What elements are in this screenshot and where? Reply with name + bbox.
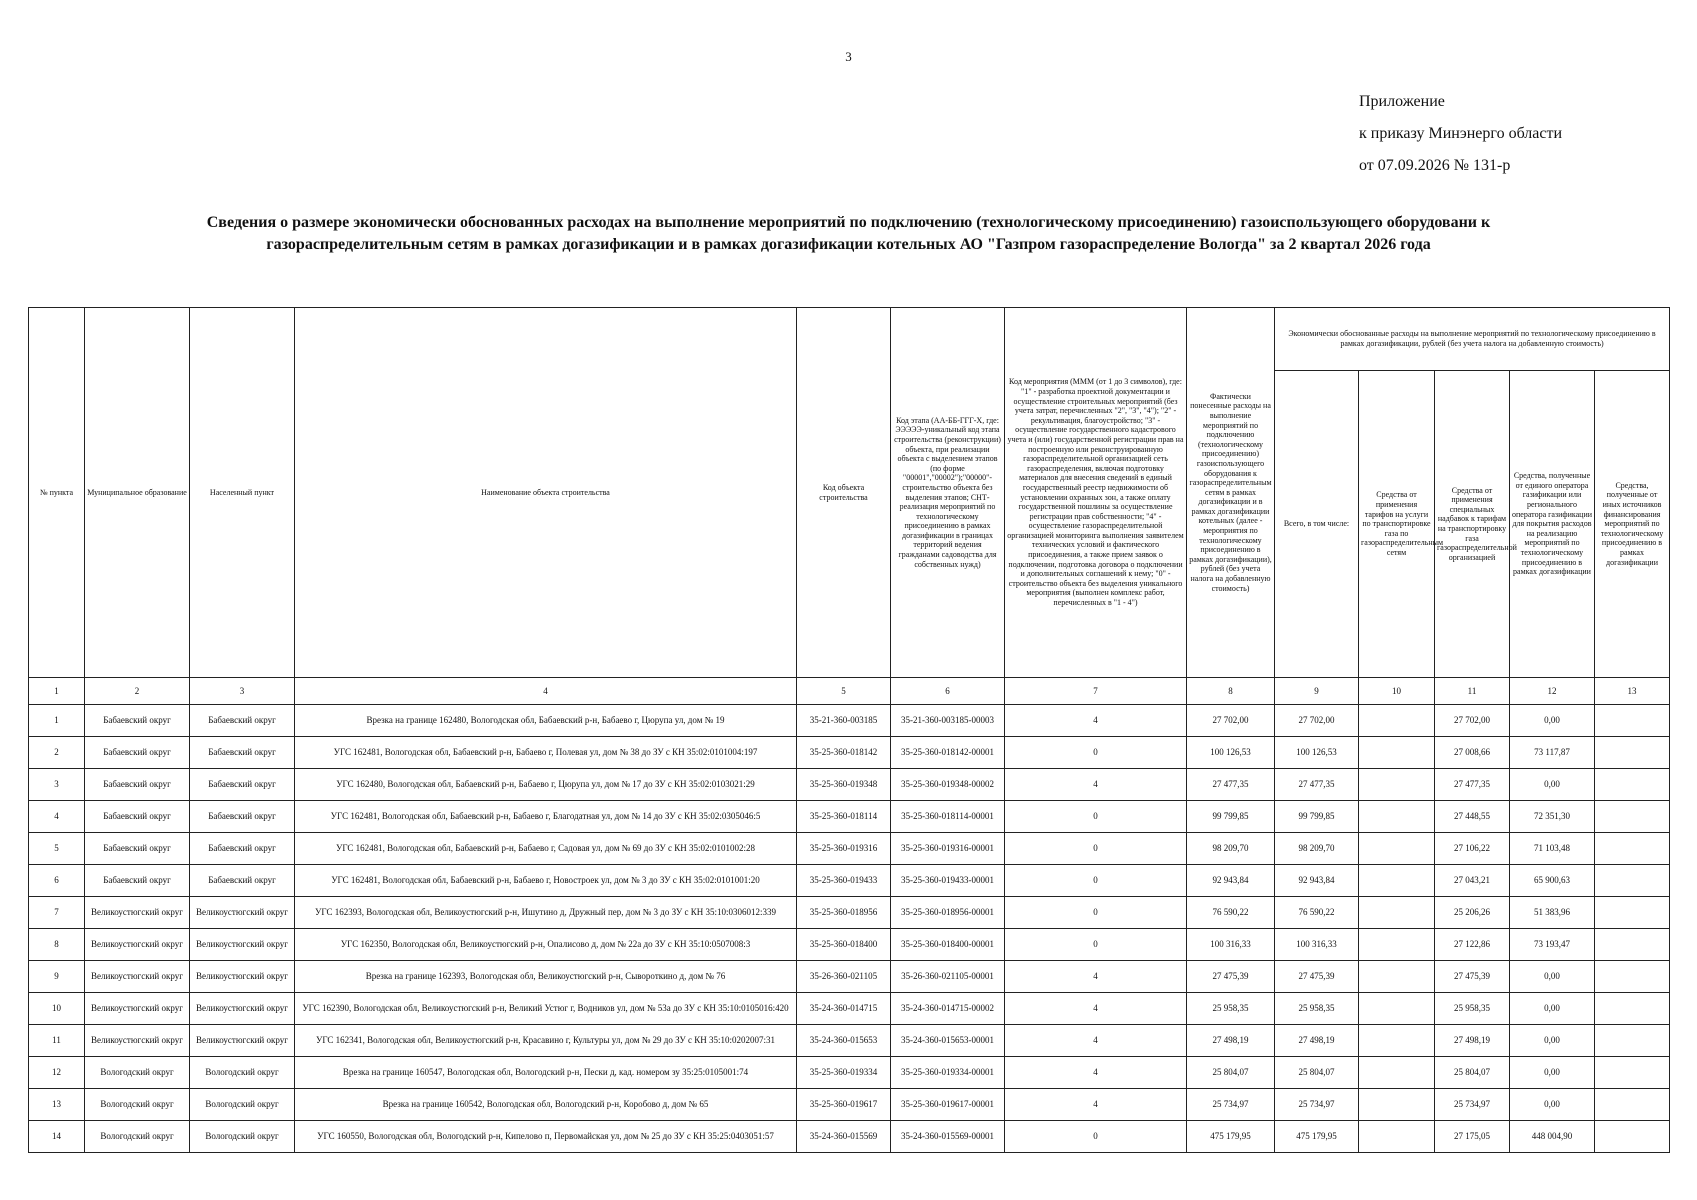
total-cell: 98 209,70 (1275, 833, 1359, 865)
appendix-block (1359, 86, 1562, 182)
header-cell: Средства, полученные от единого оператора газификации или регионального оператора газификации для покрытия расходов на реализацию мероприятий по технологическому присоединению в рамках догазификации (1510, 371, 1595, 678)
object-name-cell: УГС 162480, Вологодская обл, Бабаевский р-н, Бабаево г, Цюрупа ул, дом № 17 до ЗУ с КН 35:02:0103021:29 (295, 769, 797, 801)
activity-code-cell: 4 (1005, 1089, 1187, 1121)
header-cell: Средства от применения специальных надбавок к тарифам на транспортировку газа газораспределительной организацией (1435, 371, 1510, 678)
settlement-cell: Бабаевский округ (190, 801, 295, 833)
municipality-cell: Великоустюгский округ (85, 961, 190, 993)
column-number-cell: 5 (797, 678, 891, 705)
object-code-cell: 35-26-360-021105 (797, 961, 891, 993)
stage-code-cell: 35-25-360-018114-00001 (891, 801, 1005, 833)
operator-funds-cell: 448 004,90 (1510, 1121, 1595, 1153)
total-cell: 76 590,22 (1275, 897, 1359, 929)
tariff-funds-cell (1359, 737, 1435, 769)
table-row (29, 1057, 1670, 1089)
total-cell: 25 958,35 (1275, 993, 1359, 1025)
row-number-cell: 4 (29, 801, 85, 833)
actual-cost-cell: 100 126,53 (1187, 737, 1275, 769)
object-code-cell: 35-24-360-015569 (797, 1121, 891, 1153)
stage-code-cell: 35-25-360-019334-00001 (891, 1057, 1005, 1089)
tariff-funds-cell (1359, 993, 1435, 1025)
appendix-line: от 07.09.2026 № 131-р (1359, 157, 1511, 174)
column-number-cell: 2 (85, 678, 190, 705)
object-code-cell: 35-25-360-018142 (797, 737, 891, 769)
tariff-funds-cell (1359, 833, 1435, 865)
actual-cost-cell: 27 498,19 (1187, 1025, 1275, 1057)
operator-funds-cell: 0,00 (1510, 705, 1595, 737)
object-code-cell: 35-25-360-018956 (797, 897, 891, 929)
municipality-cell: Бабаевский округ (85, 833, 190, 865)
operator-funds-cell: 0,00 (1510, 1025, 1595, 1057)
column-number-cell: 12 (1510, 678, 1595, 705)
row-number-cell: 6 (29, 865, 85, 897)
operator-funds-cell: 51 383,96 (1510, 897, 1595, 929)
settlement-cell: Великоустюгский округ (190, 929, 295, 961)
other-funds-cell (1595, 801, 1670, 833)
actual-cost-cell: 100 316,33 (1187, 929, 1275, 961)
other-funds-cell (1595, 1121, 1670, 1153)
table-row (29, 1089, 1670, 1121)
surcharge-funds-cell: 25 734,97 (1435, 1089, 1510, 1121)
municipality-cell: Бабаевский округ (85, 769, 190, 801)
tariff-funds-cell (1359, 801, 1435, 833)
object-name-cell: Врезка на границе 162480, Вологодская обл, Бабаевский р-н, Бабаево г, Цюрупа ул, дом № 19 (295, 705, 797, 737)
surcharge-funds-cell: 25 804,07 (1435, 1057, 1510, 1089)
header-cell: Средства, полученные от иных источников финансирования мероприятий по технологическому присоединению в рамках догазификации (1595, 371, 1670, 678)
actual-cost-cell: 475 179,95 (1187, 1121, 1275, 1153)
settlement-cell: Вологодский округ (190, 1089, 295, 1121)
actual-cost-cell: 25 804,07 (1187, 1057, 1275, 1089)
settlement-cell: Бабаевский округ (190, 769, 295, 801)
table-row (29, 865, 1670, 897)
object-name-cell: УГС 162481, Вологодская обл, Бабаевский р-н, Бабаево г, Благодатная ул, дом № 14 до ЗУ с КН 35:02:0305046:5 (295, 801, 797, 833)
object-name-cell: УГС 162481, Вологодская обл, Бабаевский р-н, Бабаево г, Полевая ул, дом № 38 до ЗУ с КН 35:02:0101004:197 (295, 737, 797, 769)
other-funds-cell (1595, 769, 1670, 801)
surcharge-funds-cell: 27 498,19 (1435, 1025, 1510, 1057)
operator-funds-cell: 0,00 (1510, 1089, 1595, 1121)
activity-code-cell: 4 (1005, 1057, 1187, 1089)
settlement-cell: Великоустюгский округ (190, 897, 295, 929)
stage-code-cell: 35-24-360-015653-00001 (891, 1025, 1005, 1057)
row-number-cell: 3 (29, 769, 85, 801)
stage-code-cell: 35-25-360-018400-00001 (891, 929, 1005, 961)
header-cell: Средства от применения тарифов на услуги по транспортировке газа по газораспределительным сетям (1359, 371, 1435, 678)
surcharge-funds-cell: 27 702,00 (1435, 705, 1510, 737)
object-code-cell: 35-24-360-015653 (797, 1025, 891, 1057)
municipality-cell: Бабаевский округ (85, 737, 190, 769)
other-funds-cell (1595, 865, 1670, 897)
object-name-cell: УГС 162390, Вологодская обл, Великоустюгский р-н, Великий Устюг г, Водников ул, дом № 53а до ЗУ с КН 35:10:0105016:420 (295, 993, 797, 1025)
object-name-cell: УГС 162341, Вологодская обл, Великоустюгский р-н, Красавино г, Культуры ул, дом № 29 до ЗУ с КН 35:10:0202007:31 (295, 1025, 797, 1057)
actual-cost-cell: 92 943,84 (1187, 865, 1275, 897)
stage-code-cell: 35-24-360-014715-00002 (891, 993, 1005, 1025)
object-name-cell: Врезка на границе 160547, Вологодская обл, Вологодский р-н, Пески д, кад. номером зу 35:25:0105001:74 (295, 1057, 797, 1089)
object-code-cell: 35-25-360-019617 (797, 1089, 891, 1121)
actual-cost-cell: 27 475,39 (1187, 961, 1275, 993)
row-number-cell: 9 (29, 961, 85, 993)
table-row (29, 897, 1670, 929)
other-funds-cell (1595, 929, 1670, 961)
other-funds-cell (1595, 897, 1670, 929)
activity-code-cell: 0 (1005, 833, 1187, 865)
stage-code-cell: 35-25-360-019617-00001 (891, 1089, 1005, 1121)
row-number-cell: 5 (29, 833, 85, 865)
total-cell: 99 799,85 (1275, 801, 1359, 833)
tariff-funds-cell (1359, 1025, 1435, 1057)
operator-funds-cell: 73 193,47 (1510, 929, 1595, 961)
actual-cost-cell: 99 799,85 (1187, 801, 1275, 833)
operator-funds-cell: 72 351,30 (1510, 801, 1595, 833)
actual-cost-cell: 25 734,97 (1187, 1089, 1275, 1121)
row-number-cell: 12 (29, 1057, 85, 1089)
actual-cost-cell: 25 958,35 (1187, 993, 1275, 1025)
other-funds-cell (1595, 1057, 1670, 1089)
settlement-cell: Бабаевский округ (190, 705, 295, 737)
settlement-cell: Великоустюгский округ (190, 961, 295, 993)
activity-code-cell: 0 (1005, 897, 1187, 929)
object-name-cell: УГС 162393, Вологодская обл, Великоустюгский р-н, Ишутино д, Дружный пер, дом № 3 до ЗУ с КН 35:10:0306012:339 (295, 897, 797, 929)
tariff-funds-cell (1359, 1057, 1435, 1089)
table-row (29, 1025, 1670, 1057)
total-cell: 27 702,00 (1275, 705, 1359, 737)
settlement-cell: Бабаевский округ (190, 865, 295, 897)
surcharge-funds-cell: 27 106,22 (1435, 833, 1510, 865)
other-funds-cell (1595, 1025, 1670, 1057)
column-number-cell: 11 (1435, 678, 1510, 705)
row-number-cell: 2 (29, 737, 85, 769)
other-funds-cell (1595, 833, 1670, 865)
title-line: газораспределительным сетям в рамках догазификации и в рамках догазификации котельных АО "Газпром газораспределение Вологда" за 2 квартал 2026 года (266, 236, 1431, 253)
table-row (29, 833, 1670, 865)
settlement-cell: Вологодский округ (190, 1057, 295, 1089)
object-name-cell: УГС 162481, Вологодская обл, Бабаевский р-н, Бабаево г, Садовая ул, дом № 69 до ЗУ с КН 35:02:0101002:28 (295, 833, 797, 865)
surcharge-funds-cell: 25 206,26 (1435, 897, 1510, 929)
tariff-funds-cell (1359, 1121, 1435, 1153)
table-row (29, 801, 1670, 833)
header-cell: Муниципальное образование (85, 308, 190, 678)
object-code-cell: 35-21-360-003185 (797, 705, 891, 737)
surcharge-funds-cell: 27 043,21 (1435, 865, 1510, 897)
activity-code-cell: 0 (1005, 865, 1187, 897)
row-number-cell: 13 (29, 1089, 85, 1121)
table-row (29, 929, 1670, 961)
object-name-cell: Врезка на границе 160542, Вологодская обл, Вологодский р-н, Коробово д, дом № 65 (295, 1089, 797, 1121)
surcharge-funds-cell: 25 958,35 (1435, 993, 1510, 1025)
municipality-cell: Великоустюгский округ (85, 897, 190, 929)
row-number-cell: 1 (29, 705, 85, 737)
activity-code-cell: 0 (1005, 929, 1187, 961)
actual-cost-cell: 27 477,35 (1187, 769, 1275, 801)
object-name-cell: УГС 162481, Вологодская обл, Бабаевский р-н, Бабаево г, Новостроек ул, дом № 3 до ЗУ с КН 35:02:0101001:20 (295, 865, 797, 897)
actual-cost-cell: 76 590,22 (1187, 897, 1275, 929)
document-title (80, 212, 1617, 256)
tariff-funds-cell (1359, 769, 1435, 801)
header-cell: Всего, в том числе: (1275, 371, 1359, 678)
total-cell: 27 498,19 (1275, 1025, 1359, 1057)
municipality-cell: Вологодский округ (85, 1089, 190, 1121)
operator-funds-cell: 65 900,63 (1510, 865, 1595, 897)
page-number: 3 (845, 49, 852, 64)
column-number-row (29, 678, 1670, 705)
other-funds-cell (1595, 1089, 1670, 1121)
tariff-funds-cell (1359, 929, 1435, 961)
actual-cost-cell: 98 209,70 (1187, 833, 1275, 865)
activity-code-cell: 4 (1005, 993, 1187, 1025)
tariff-funds-cell (1359, 961, 1435, 993)
column-number-cell: 4 (295, 678, 797, 705)
other-funds-cell (1595, 993, 1670, 1025)
header-group-cell: Экономически обоснованные расходы на выполнение мероприятий по технологическому присоединению в рамках догазификации, рублей (без учета налога на добавленную стоимость) (1275, 308, 1670, 371)
header-cell: № пункта (29, 308, 85, 678)
column-number-cell: 3 (190, 678, 295, 705)
stage-code-cell: 35-26-360-021105-00001 (891, 961, 1005, 993)
activity-code-cell: 0 (1005, 801, 1187, 833)
operator-funds-cell: 73 117,87 (1510, 737, 1595, 769)
municipality-cell: Великоустюгский округ (85, 929, 190, 961)
row-number-cell: 7 (29, 897, 85, 929)
settlement-cell: Великоустюгский округ (190, 1025, 295, 1057)
surcharge-funds-cell: 27 008,66 (1435, 737, 1510, 769)
header-cell: Населенный пункт (190, 308, 295, 678)
header-cell: Код объекта строительства (797, 308, 891, 678)
row-number-cell: 11 (29, 1025, 85, 1057)
total-cell: 475 179,95 (1275, 1121, 1359, 1153)
table-row (29, 961, 1670, 993)
object-code-cell: 35-25-360-019348 (797, 769, 891, 801)
appendix-line: к приказу Минэнерго области (1359, 125, 1563, 142)
object-code-cell: 35-25-360-019433 (797, 865, 891, 897)
header-cell: Фактически понесенные расходы на выполнение мероприятий по подключению (технологическому присоединению) газоиспользующего оборудования к газораспределительным сетям в рамках догазификации и в рамках догазификации котельных (далее - мероприятия по технологическому присоединению в рамках догазификации), рублей (без учета налога на добавленную стоимость) (1187, 308, 1275, 678)
column-number-cell: 7 (1005, 678, 1187, 705)
municipality-cell: Вологодский округ (85, 1121, 190, 1153)
object-name-cell: Врезка на границе 162393, Вологодская обл, Великоустюгский р-н, Сывороткино д, дом № 76 (295, 961, 797, 993)
activity-code-cell: 4 (1005, 705, 1187, 737)
actual-cost-cell: 27 702,00 (1187, 705, 1275, 737)
settlement-cell: Великоустюгский округ (190, 993, 295, 1025)
surcharge-funds-cell: 27 475,39 (1435, 961, 1510, 993)
total-cell: 27 477,35 (1275, 769, 1359, 801)
stage-code-cell: 35-25-360-018956-00001 (891, 897, 1005, 929)
row-number-cell: 14 (29, 1121, 85, 1153)
object-name-cell: УГС 162350, Вологодская обл, Великоустюгский р-н, Опалисово д, дом № 22а до ЗУ с КН 35:10:0507008:3 (295, 929, 797, 961)
stage-code-cell: 35-25-360-019316-00001 (891, 833, 1005, 865)
total-cell: 25 804,07 (1275, 1057, 1359, 1089)
total-cell: 100 316,33 (1275, 929, 1359, 961)
column-number-cell: 1 (29, 678, 85, 705)
total-cell: 27 475,39 (1275, 961, 1359, 993)
stage-code-cell: 35-25-360-018142-00001 (891, 737, 1005, 769)
surcharge-funds-cell: 27 448,55 (1435, 801, 1510, 833)
tariff-funds-cell (1359, 1089, 1435, 1121)
row-number-cell: 8 (29, 929, 85, 961)
column-number-cell: 13 (1595, 678, 1670, 705)
municipality-cell: Вологодский округ (85, 1057, 190, 1089)
municipality-cell: Великоустюгский округ (85, 1025, 190, 1057)
row-number-cell: 10 (29, 993, 85, 1025)
stage-code-cell: 35-24-360-015569-00001 (891, 1121, 1005, 1153)
table-row (29, 993, 1670, 1025)
table-row (29, 1121, 1670, 1153)
tariff-funds-cell (1359, 897, 1435, 929)
municipality-cell: Великоустюгский округ (85, 993, 190, 1025)
settlement-cell: Бабаевский округ (190, 833, 295, 865)
activity-code-cell: 0 (1005, 737, 1187, 769)
table-row (29, 769, 1670, 801)
stage-code-cell: 35-21-360-003185-00003 (891, 705, 1005, 737)
title-line: Сведения о размере экономически обоснованных расходах на выполнение мероприятий по подключению (технологическому присоединению) газоиспользующего оборудовани к (206, 214, 1491, 231)
municipality-cell: Бабаевский округ (85, 801, 190, 833)
appendix-line: Приложение (1359, 93, 1445, 110)
operator-funds-cell: 0,00 (1510, 769, 1595, 801)
table-row (29, 705, 1670, 737)
activity-code-cell: 4 (1005, 1025, 1187, 1057)
header-cell: Наименование объекта строительства (295, 308, 797, 678)
settlement-cell: Вологодский округ (190, 1121, 295, 1153)
operator-funds-cell: 0,00 (1510, 1057, 1595, 1089)
surcharge-funds-cell: 27 175,05 (1435, 1121, 1510, 1153)
total-cell: 25 734,97 (1275, 1089, 1359, 1121)
header-cell: Код этапа (АА-ББ-ГГГ-Х, где: ЭЭЭЭЭ-уникальный код этапа строительства (реконструкции) объекта, при реализации объекта с выделением этапов (по форме "00001","00002");"00000"-строительство объекта без выделения этапов; СНТ-реализация мероприятий по технологическому присоединению в рамках догазификации в границах территорий ведения гражданами садоводства для собственных нужд) (891, 308, 1005, 678)
activity-code-cell: 0 (1005, 1121, 1187, 1153)
operator-funds-cell: 71 103,48 (1510, 833, 1595, 865)
object-code-cell: 35-25-360-019334 (797, 1057, 891, 1089)
object-code-cell: 35-25-360-018400 (797, 929, 891, 961)
other-funds-cell (1595, 961, 1670, 993)
other-funds-cell (1595, 705, 1670, 737)
column-number-cell: 9 (1275, 678, 1359, 705)
object-code-cell: 35-25-360-018114 (797, 801, 891, 833)
stage-code-cell: 35-25-360-019433-00001 (891, 865, 1005, 897)
object-code-cell: 35-25-360-019316 (797, 833, 891, 865)
municipality-cell: Бабаевский округ (85, 865, 190, 897)
object-name-cell: УГС 160550, Вологодская обл, Вологодский р-н, Кипелово п, Первомайская ул, дом № 25 до ЗУ с КН 35:25:0403051:57 (295, 1121, 797, 1153)
object-code-cell: 35-24-360-014715 (797, 993, 891, 1025)
column-number-cell: 6 (891, 678, 1005, 705)
header-cell: Код мероприятия (МММ (от 1 до 3 символов), где: "1" - разработка проектной документации и осуществление строительных мероприятий (без учета затрат, перечисленных "2", "3", "4"); "2" - рекультивация, благоустройство; "3" - осуществление государственного кадастрового учета и (или) государственной регистрации прав на построенную или реконструированную газораспределительной организацией сеть газораспределения, включая подготовку материалов для внесения сведений в единый государственный реестр недвижимости об установлении охранных зон, а также оплату государственной пошлины за осуществление регистрации прав собственности; "4" - осуществление газораспределительной организацией мониторинга выполнения заявителем технических условий и фактического присоединения, а также прием заявок о подключении, подготовка договора о подключении и дополнительных соглашений к нему; "0" - строительство объекта без выделения уникального мероприятия (выполнен комплекс работ, перечисленных в "1 - 4") (1005, 308, 1187, 678)
tariff-funds-cell (1359, 865, 1435, 897)
activity-code-cell: 4 (1005, 769, 1187, 801)
stage-code-cell: 35-25-360-019348-00002 (891, 769, 1005, 801)
surcharge-funds-cell: 27 477,35 (1435, 769, 1510, 801)
settlement-cell: Бабаевский округ (190, 737, 295, 769)
operator-funds-cell: 0,00 (1510, 961, 1595, 993)
column-number-cell: 8 (1187, 678, 1275, 705)
operator-funds-cell: 0,00 (1510, 993, 1595, 1025)
column-number-cell: 10 (1359, 678, 1435, 705)
table-row (29, 737, 1670, 769)
total-cell: 100 126,53 (1275, 737, 1359, 769)
surcharge-funds-cell: 27 122,86 (1435, 929, 1510, 961)
tariff-funds-cell (1359, 705, 1435, 737)
municipality-cell: Бабаевский округ (85, 705, 190, 737)
other-funds-cell (1595, 737, 1670, 769)
activity-code-cell: 4 (1005, 961, 1187, 993)
total-cell: 92 943,84 (1275, 865, 1359, 897)
data-table (28, 307, 1670, 1153)
